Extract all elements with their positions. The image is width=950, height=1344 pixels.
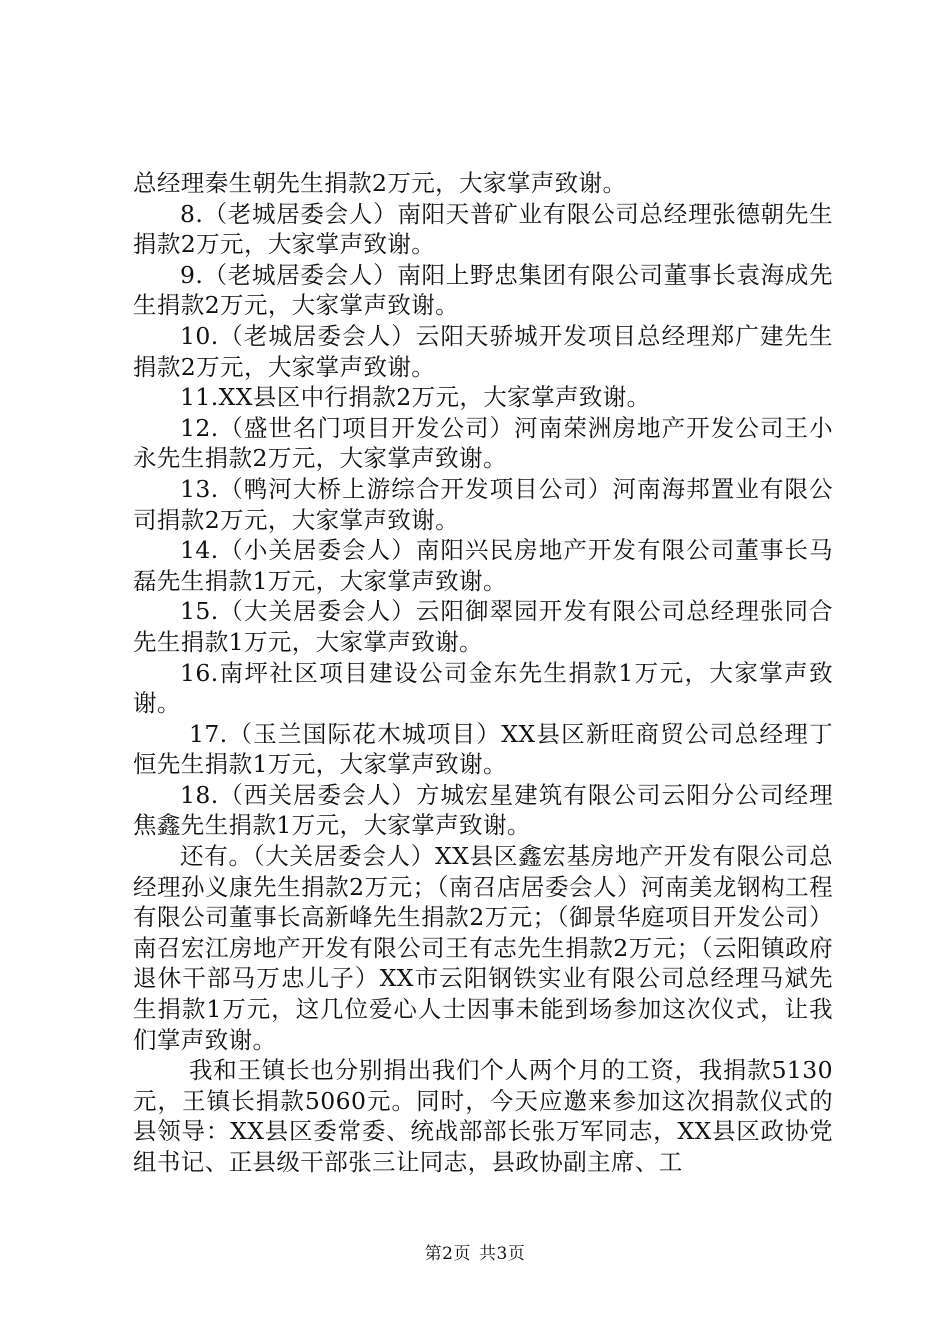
paragraph-item-11: 11.XX县区中行捐款2万元，大家掌声致谢。 xyxy=(180,383,651,412)
paragraph-additional-donors: 还有。（大关居委会人）XX县区鑫宏基房地产开发有限公司总经理孙义康先生捐款2万元；（南召店居委会人）河南美龙钢构工程有限公司董事长高新峰先生捐款2万元；（御景华庭项目开发公司）南召宏江房地产开发有限公司王有志先生捐款2万元；（云阳镇政府退休干部马万忠儿子）XX市云阳钢铁实业有限公司总经理马斌先生捐款1万元，这几位爱心人士因事未能到场参加这次仪式，让我们掌声致谢。 xyxy=(133,842,833,1054)
paragraph-item-17: 17.（玉兰国际花木城项目）XX县区新旺商贸公司总经理丁恒先生捐款1万元，大家掌声致谢。 xyxy=(133,719,833,779)
paragraph-item-12: 12.（盛世名门项目开发公司）河南荣洲房地产开发公司王小永先生捐款2万元，大家掌声致谢。 xyxy=(133,413,833,473)
document-body xyxy=(133,168,833,1178)
paragraph-item-13: 13.（鸭河大桥上游综合开发项目公司）河南海邦置业有限公司捐款2万元，大家掌声致谢。 xyxy=(133,474,833,534)
paragraph-item-18: 18.（西关居委会人）方城宏星建筑有限公司云阳分公司经理焦鑫先生捐款1万元，大家掌声致谢。 xyxy=(133,780,833,840)
paragraph-item-9: 9.（老城居委会人）南阳上野忠集团有限公司董事长袁海成先生捐款2万元，大家掌声致谢。 xyxy=(133,260,833,320)
paragraph-item-15: 15.（大关居委会人）云阳御翠园开发有限公司总经理张同合先生捐款1万元，大家掌声致谢。 xyxy=(133,597,833,656)
paragraph-leaders: 我和王镇长也分别捐出我们个人两个月的工资，我捐款5130元，王镇长捐款5060元。同时，今天应邀来参加这次捐款仪式的县领导：XX县区委常委、统战部部长张万军同志，XX县区政协党组书记、正县级干部张三让同志，县政协副主席、工 xyxy=(133,1056,833,1176)
page-number: 第2页 xyxy=(424,1244,471,1264)
paragraph-item-16: 16.南坪社区项目建设公司金东先生捐款1万元，大家掌声致谢。 xyxy=(133,658,833,718)
paragraph-item-14: 14.（小关居委会人）南阳兴民房地产开发有限公司董事长马磊先生捐款1万元，大家掌声致谢。 xyxy=(133,536,833,595)
page-footer xyxy=(0,1243,950,1265)
total-pages: 共3页 xyxy=(479,1244,526,1264)
paragraph-item-8: 8.（老城居委会人）南阳天普矿业有限公司总经理张德朝先生捐款2万元，大家掌声致谢。 xyxy=(133,199,833,259)
paragraph-item-10: 10.（老城居委会人）云阳天骄城开发项目总经理郑广建先生捐款2万元，大家掌声致谢。 xyxy=(133,321,833,381)
paragraph-continuation: 总经理秦生朝先生捐款2万元，大家掌声致谢。 xyxy=(133,169,627,197)
